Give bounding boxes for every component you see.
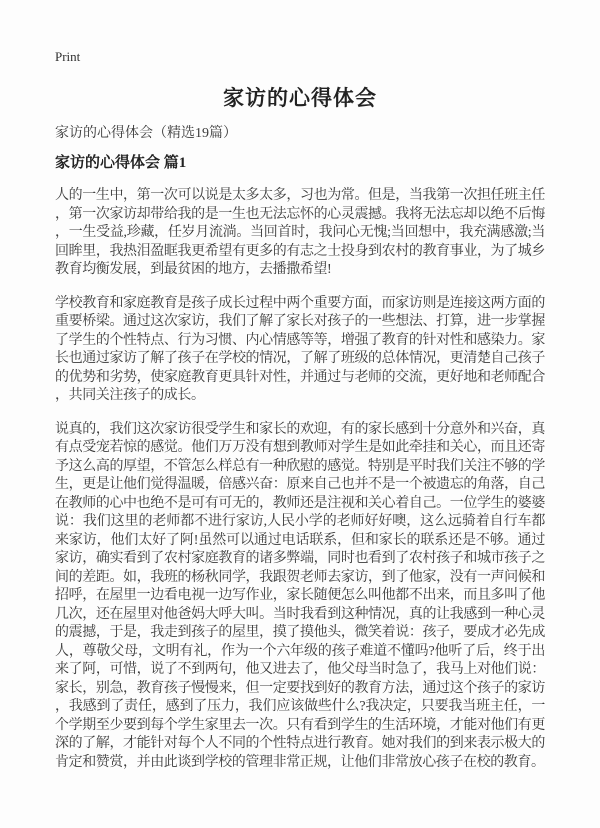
paragraph-3: 说真的，我们这次家访很受学生和家长的欢迎，有的家长感到十分意外和兴奋，真有点受宠若惊的感觉。他们万万没有想到教师对学生是如此牵挂和关心，而且还寄予这么高的厚望，不管怎么样总有一种欣慰的感觉。特别是平时我们关注不够的学生，更是让他们觉得温暖，倍感兴奋：原来自己也并不是一个被遗忘的角落，自己在教师的心中也绝不是可有可无的，教师还是注视和关心着自己。一位学生的婆婆说：我们这里的老师都不进行家访,人民小学的老师好好噢，这么远骑着自行车都来家访，他们太好了阿!虽然可以通过电话联系，但和家长的联系还是不够。通过家访，确实看到了农村家庭教育的诸多弊端，同时也看到了农村孩子和城市孩子之间的差距。如，我班的杨秋同学，我跟贺老师去家访，到了他家，没有一声问候和招呼，在屋里一边看电视一边写作业，家长随便怎么叫他都不出来，而且多叫了他几次，还在屋里对他爸妈大呼大叫。当时我看到这种情况，真的让我感到一种心灵的震撼，于是，我走到孩子的屋里，摸了摸他头，微笑着说：孩子，要成才必先成人，尊敬父母，文明有礼，作为一个六年级的孩子难道不懂吗?他听了后，终于出来了阿，可惜，说了不到两句，他又进去了，他父母当时急了，我马上对他们说：家长，别急，教育孩子慢慢来，但一定要找到好的教育方法，通过这个孩子的家访，我感到了责任，感到了压力，我们应该做些什么?我决定，只要我当班主任，一个学期至少要到每个学生家里去一次。只有看到学生的生活环境，才能对他们有更深的了解，才能针对每个人不同的个性特点进行教育。她对我们的到来表示极大的肯定和赞赏，并由此谈到学校的管理非常正规，让他们非常放心孩子在校的教育。 [55, 421, 545, 770]
print-link[interactable]: Print [55, 49, 81, 64]
paragraph-1: 人的一生中，第一次可以说是太多太多，习也为常。但是，当我第一次担任班主任，第一次家访却带给我的是一生也无法忘怀的心灵震撼。我将无法忘却以绝不后悔，一生受益,珍藏，任岁月流淌。当回首时，我问心无愧;当回想中，我充满感激;当回眸里，我热泪盈眶我更希望有更多的有志之士投身到农村的教育事业，为了城乡教育均衡发展，到最贫困的地方，去播撒希望! [55, 188, 545, 277]
document-subtitle: 家访的心得体会（精选19篇） [55, 126, 237, 141]
paragraph-2: 学校教育和家庭教育是孩子成长过程中两个重要方面，而家访则是连接这两方面的重要桥梁。通过这次家访，我们了解了家长对孩子的一些想法、打算，进一步掌握了学生的个性特点、行为习惯、内心情感等等，增强了教育的针对性和感染力。家长也通过家访了解了孩子在学校的情况，了解了班级的总体情况，更清楚自己孩子的优势和劣势，使家庭教育更具针对性，并通过与老师的交流，更好地和老师配合，共同关注孩子的成长。 [55, 295, 545, 403]
document-title: 家访的心得体会 [223, 86, 377, 110]
section-heading-part1: 家访的心得体会 篇1 [55, 155, 187, 171]
